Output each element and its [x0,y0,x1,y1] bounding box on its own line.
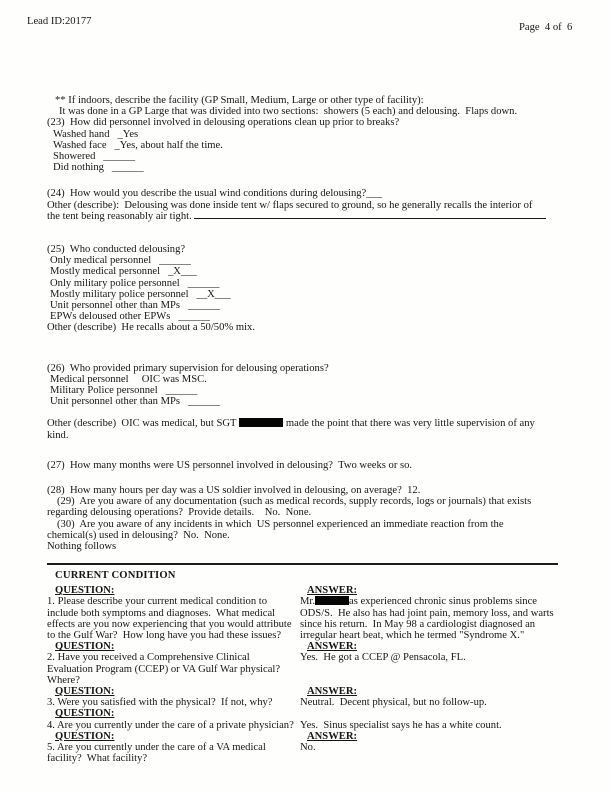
body-line: Unit personnel other than MPs ______ [50,300,220,312]
body-line: kind. [47,429,69,441]
body-line: Other (describe): Delousing was done inside tent w/ flaps secured to ground, so he generally recalls the interior of [47,199,533,211]
qa-row [47,742,566,764]
answer-text: No. [300,742,316,754]
body-line: EPWs deloused other EPWs ______ [50,311,211,323]
spacer [47,471,564,485]
question-text: 3. Were you satisfied with the physical? If not, why? [47,697,273,709]
question-label: QUESTION: [55,730,115,742]
spacer [47,407,564,418]
question-text: 1. Please describe your current medical condition to include both symptoms and diagnoses. What medical effects are you now experiencing that you would attribute to the Gulf War? How long have you had these issues? [47,596,295,642]
body-line: (26) Who provided primary supervision for delousing operations? [47,362,329,374]
answer-label [300,708,566,719]
body-line: It was done in a GP Large that was divided into two sections: showers (5 each) and delousing. Flaps down. [59,106,518,118]
answer-text-pre: Mr. [300,596,316,608]
body-line-text: made the point that there was very little supervision of any [285,418,535,430]
redaction-box [315,596,349,605]
answer-text [300,596,566,641]
question-text: 4. Are you currently under the care of a private physician? [47,719,294,731]
spacer [47,441,564,460]
body-line: Washed hand _Yes [53,128,139,140]
body-line: Washed face _Yes, about half the time. [53,139,223,151]
qa-label-row [47,585,566,596]
spacer [47,222,564,244]
body-line: Showered ______ [53,151,136,163]
body-line: regarding delousing operations? Provide details. No. None. [47,507,312,519]
answer-label: ANSWER: [307,585,358,597]
section-rule [47,563,558,565]
answer-text: Neutral. Decent physical, but no follow-up. [300,697,487,709]
body-line-text: Other (describe) OIC was medical, but SGT [47,418,239,430]
body-line [47,211,564,222]
body-line: (27) How many months were US personnel involved in delousing? Two weeks or so. [47,459,413,471]
blank-underline [194,211,546,219]
qa-row [47,596,566,641]
spacer [47,334,564,363]
redaction-box [239,418,283,427]
answer-label: ANSWER: [307,686,358,698]
question-label: QUESTION: [55,686,115,698]
body-line: Mostly military police personnel __X___ [50,288,231,300]
body-line: Other (describe) He recalls about a 50/50% mix. [47,322,255,334]
body-line: Only medical personnel ______ [50,255,191,267]
qa-label-row [47,708,566,719]
body-line: Unit personnel other than MPs ______ [50,396,220,408]
current-condition-section [47,570,566,764]
body-line: Military Police personnel ______ [50,385,198,397]
question-label: QUESTION: [55,585,115,597]
question-text: 2. Have you received a Comprehensive Clinical Evaluation Program (CCEP) or VA Gulf War physical? Where? [47,652,286,686]
body-line: Only military police personnel ______ [50,277,220,289]
body-line: (25) Who conducted delousing? [47,244,186,256]
body-line: (23) How did personnel involved in delousing operations clean up prior to breaks? [47,117,400,129]
question-label: QUESTION: [55,641,115,653]
question-text: 5. Are you currently under the care of a VA medical facility? What facility? [47,742,269,765]
qa-label-row [47,731,566,742]
current-condition-title: CURRENT CONDITION [55,570,176,581]
body-line: (24) How would you describe the usual wind conditions during delousing?___ [47,188,383,200]
body-line-redacted [47,418,564,429]
answer-text-post: as experienced chronic sinus problems since ODS/S. He also has had joint pain, memory loss, and warts since his return. In May 98 a cardiologist diagnosed an irregular heart beat, which he termed "Syndrome X." [300,596,557,642]
body-line: ** If indoors, describe the facility (GP Small, Medium, Large or other type of facility): [55,95,424,106]
answer-text: Yes. Sinus specialist says he has a white count. [300,719,502,731]
answer-label: ANSWER: [307,730,358,742]
spacer [47,173,564,188]
body-line-text: the tent being reasonably air tight. [47,210,195,222]
answer-text: Yes. He got a CCEP @ Pensacola, FL. [300,652,466,664]
qa-label-row [47,686,566,697]
qa-row [47,720,566,731]
body-line: (30) Are you aware of any incidents in which US personnel experienced an immediate reaction from the [57,518,504,530]
question-label: QUESTION: [55,708,115,720]
body-line: Mostly medical personnel _X___ [50,266,197,278]
qa-row [47,697,566,708]
body-line: chemical(s) used in delousing? No. None. [47,529,230,541]
answer-label: ANSWER: [307,641,358,653]
qa-label-row [47,641,566,652]
body-line: Did nothing ______ [53,162,144,174]
body-line: Medical personnel OIC was MSC. [50,373,207,385]
document-body [47,95,564,552]
body-line: (28) How many hours per day was a US soldier involved in delousing, on average? 12. [47,485,421,497]
page-number: Page 4 of 6 [519,22,573,33]
body-line: (29) Are you aware of any documentation (such as medical records, supply records, logs or journals) that exists [57,496,532,508]
lead-id: Lead ID:20177 [27,16,92,27]
qa-row [47,652,566,686]
body-line: Nothing follows [47,541,117,553]
